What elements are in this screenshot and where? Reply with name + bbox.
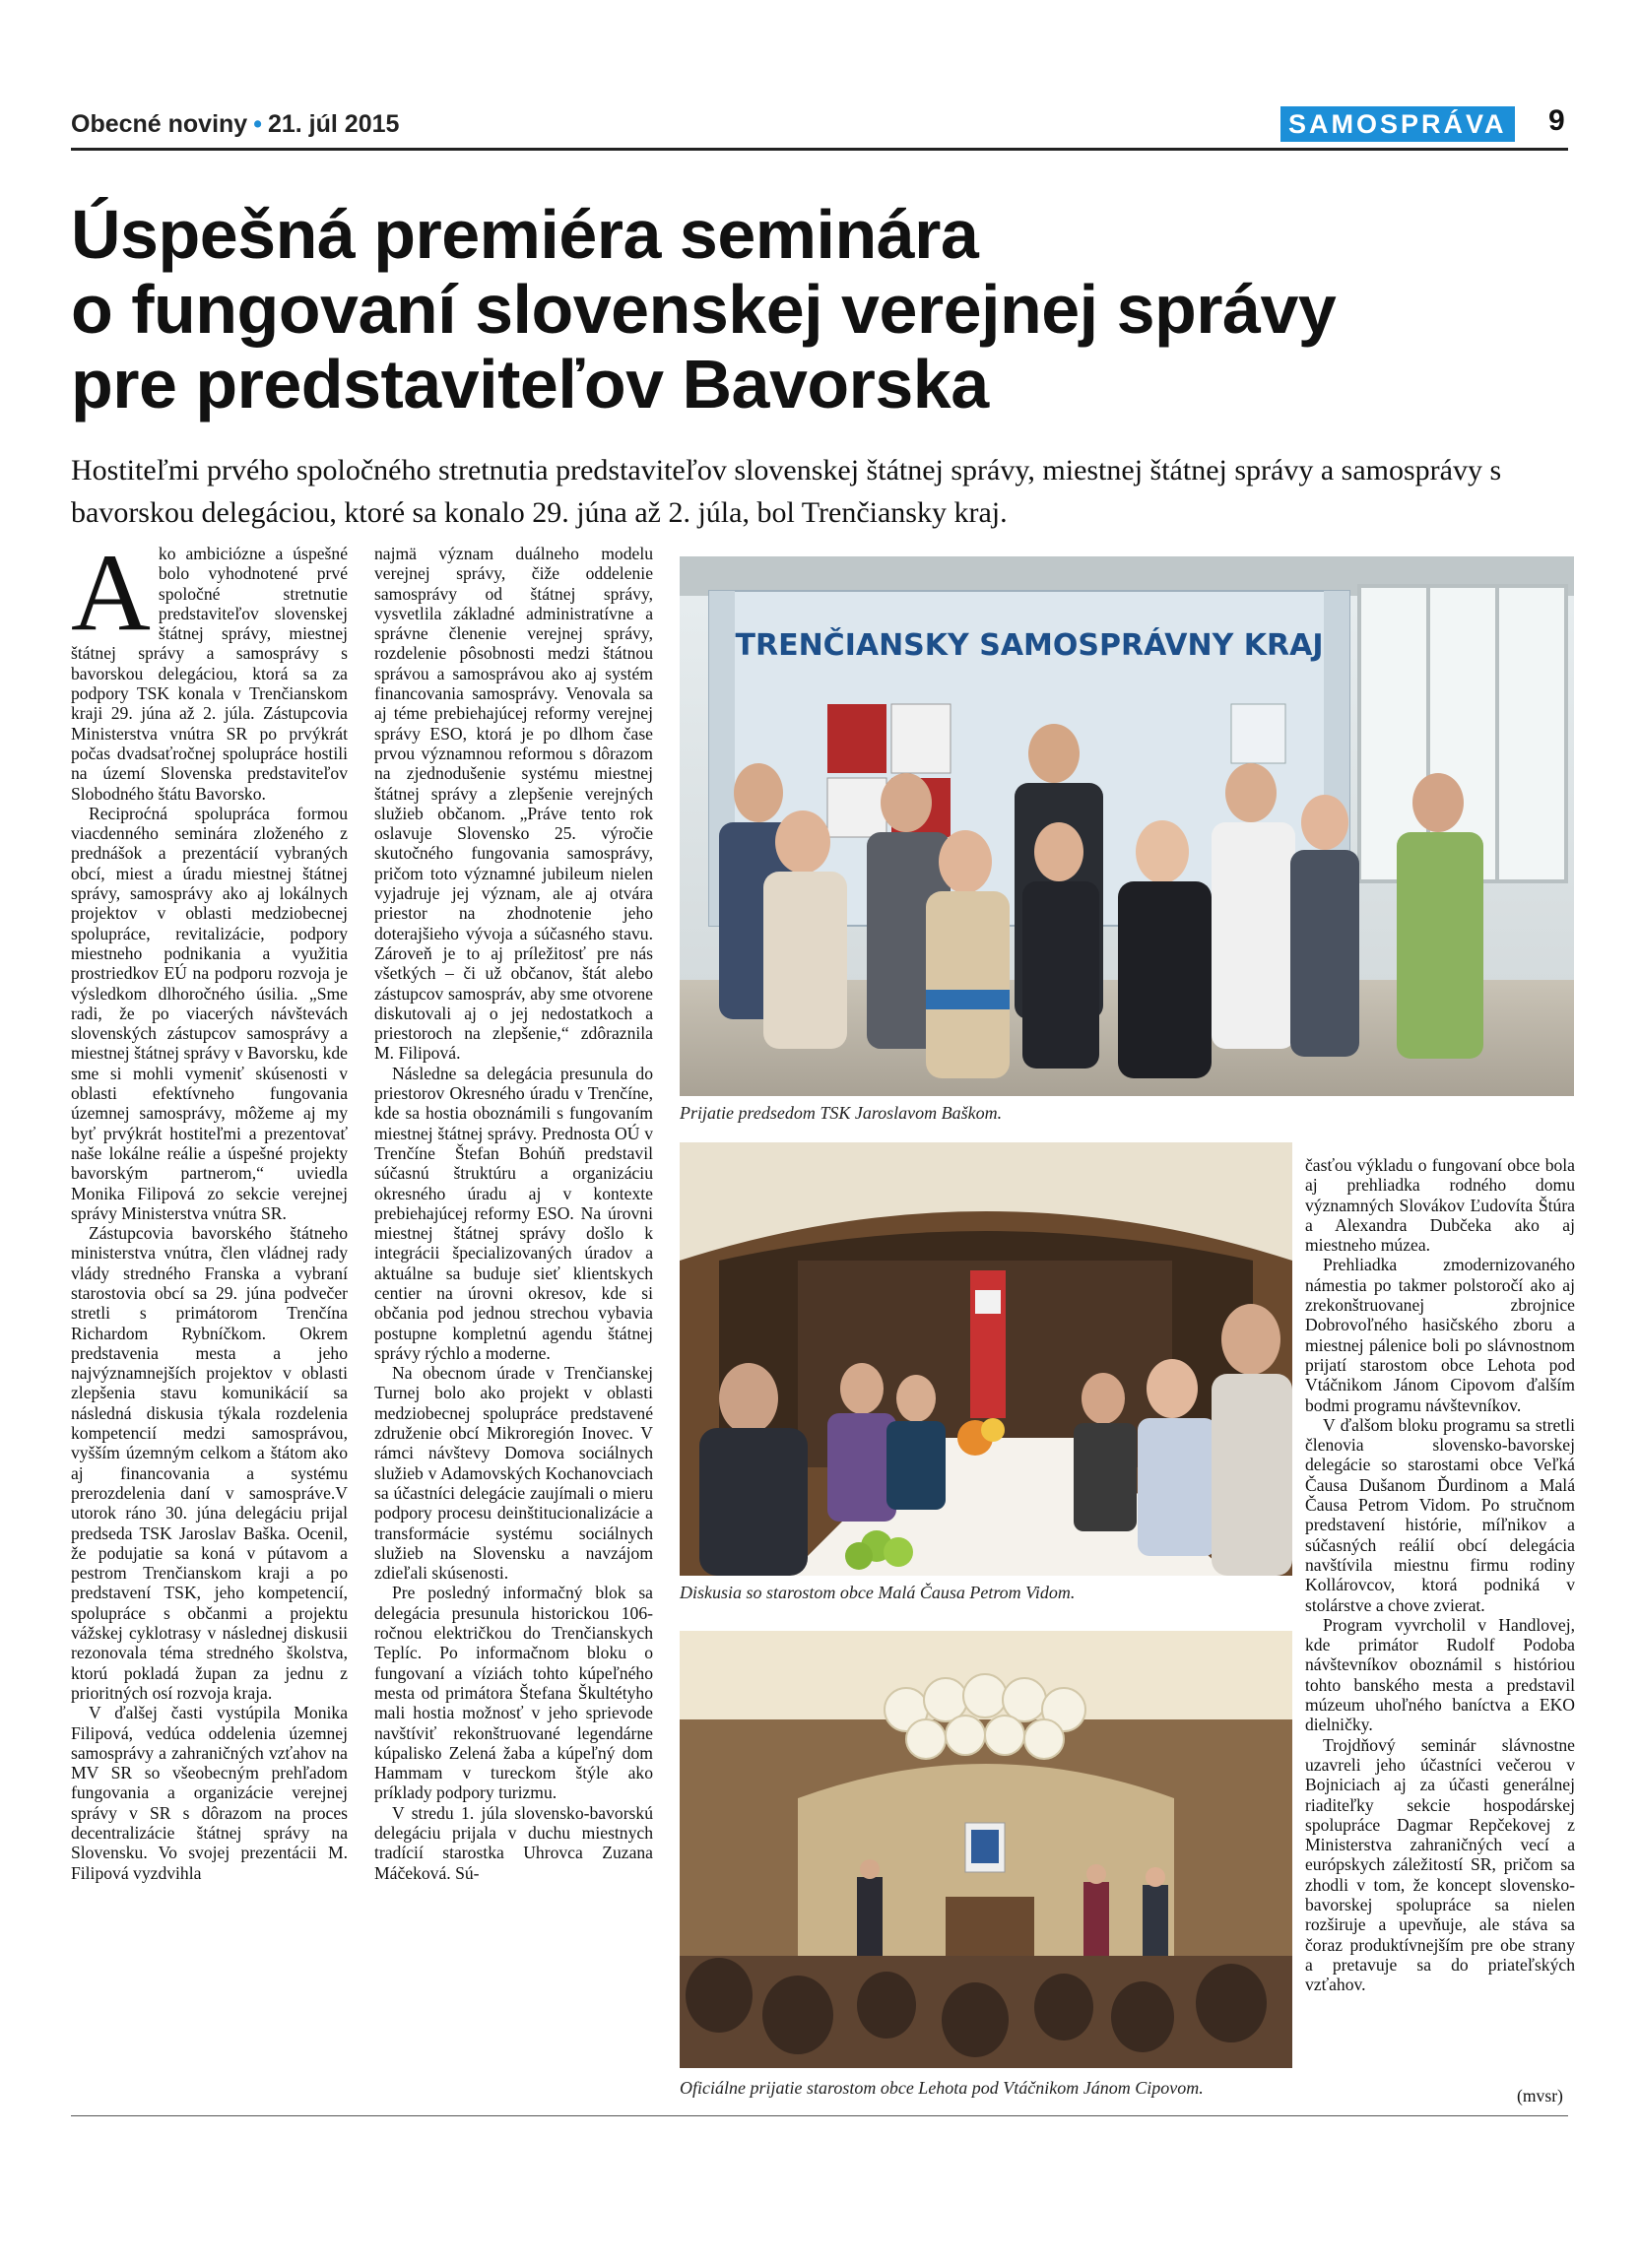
photo-discussion-table: [680, 1142, 1292, 1576]
headline-line-1: Úspešná premiéra seminára: [71, 196, 979, 273]
author-signature: (mvsr): [1517, 2086, 1563, 2106]
photo-reception-group: [680, 556, 1574, 1096]
publication-name: Obecné noviny: [71, 110, 248, 138]
paragraph: Na obecnom úrade v Trenčianskej Turnej bolo ako projekt v oblasti medziobecnej spolupráce predstavené združenie obcí Mikroregión Inovec. V rámci návštevy Domova sociálnych služieb v Adamovských Kochanovciach sa účastníci delegácie zaujímali o mieru podpory procesu deinštitucionalizácie a transformácie systému sociálnych služieb na Slovensku a navzájom zdieľali skúsenosti.: [374, 1363, 653, 1584]
paragraph: Ako ambiciózne a úspešné bolo vyhodnotené prvé spoločné stretnutie predstaviteľov slovenskej štátnej správy, miestnej štátnej správy a samosprávy s bavorskou delegáciou, ktorá sa za podpory TSK konala v Trenčianskom kraji 29. júna až 2. júla. Zástupcovia Ministerstva vnútra SR po prvýkrát počas dvadsaťročnej spolupráce hostili na území Slovenska predstaviteľov Slobodného štátu Bavorsko.: [71, 544, 348, 804]
article-headline: [71, 197, 1588, 421]
paragraph: Prehliadka zmodernizovaného námestia po takmer polstoročí ako aj zrekonštruovanej zbrojnice Dobrovoľného hasičského zboru a miestnej pálenice boli po slávnostnom prijatí starostom obce Lehota pod Vtáčnikom Jánom Cipovom ďalším bodmi programu návštevníkov.: [1305, 1255, 1575, 1415]
photo-caption-1: Prijatie predsedom TSK Jaroslavom Baškom.: [680, 1103, 1003, 1123]
issue-date: 21. júl 2015: [267, 110, 400, 138]
photo-caption-2: Diskusia so starostom obce Malá Čausa Petrom Vidom.: [680, 1583, 1076, 1602]
paragraph: Trojdňový seminár slávnostne uzavreli jeho účastníci večerou v Bojniciach aj za účasti generálnej riaditeľky sekcie hospodárskej spolupráce Dagmar Repčekovej z Ministerstva zahraničných vecí a európskych záležitostí SR, pričom sa zhodli v tom, že koncept slovensko-bavorskej spolupráce sa nielen rozširuje a upevňuje, ale stáva sa čoraz produktívnejším pre obe strany a pretavuje sa do priateľských vzťahov.: [1305, 1734, 1575, 1995]
paragraph: Reciproćná spolupráca formou viacdenného seminára zloženého z prednášok a prezentácií vybraných obcí, miest a úradu miestnej štátnej správy, samosprávy ako aj lokálnych projektov v oblasti medziobecnej spolupráce, revitalizácie, podpory miestneho podnikania a využitia prostriedkov EÚ na podporu rozvoja je výsledkom dlhoročného úsilia. „Sme radi, že po viacerých návštevách slovenských zástupcov samosprávy a miestnej štátnej správy v Bavorsku, kde sme si mohli vymeniť skúsenosti v oblasti efektívneho fungovania územnej samosprávy, môžeme aj my byť prvýkrát hostiteľmi a prezentovať naše lokálne reálie a úspešné projekty bavorským partnerom,“ uviedla Monika Filipová zo sekcie verejnej správy Ministerstva vnútra SR.: [71, 803, 348, 1223]
paragraph: V ďalšej časti vystúpila Monika Filipová, vedúca oddelenia územnej samosprávy a zahraničných vzťahov na MV SR so všeobecným prehľadom fungovania a organizácie verejnej správy v SR s dôrazom na proces decentralizácie štátnej správy na Slovensku. Vo svojej prezentácii M. Filipová vyzdvihla: [71, 1703, 348, 1883]
article-column-2: [374, 544, 653, 2100]
headline-line-3: pre predstaviteľov Bavorska: [71, 346, 989, 422]
paragraph: časťou výkladu o fungovaní obce bola aj prehliadka rodného domu významných Slovákov Ľudovíta Štúra a Alexandra Dubčeka ako aj miestneho múzea.: [1305, 1155, 1575, 1256]
paragraph: V ďalšom bloku programu sa stretli členovia slovensko-bavorskej delegácie so starostami obce Veľká Čausa Dušanom Ďurdinom a Malá Čausa Petrom Vidom. Po stručnom predstavení histórie, míľnikov a súčasných reálií obcí delegácia navštívila miestnu firmu rodiny Kollárovcov, ktorá podniká v stolárstve a chove zvierat.: [1305, 1414, 1575, 1615]
headline-line-2: o fungovaní slovenskej verejnej správy: [71, 271, 1337, 348]
photo-caption-3: Oficiálne prijatie starostom obce Lehota pod Vtáčnikom Jánom Cipovom.: [680, 2078, 1204, 2098]
paragraph: Program vyvrcholil v Handlovej, kde primátor Rudolf Podoba návštevníkov oboznámil s históriou tohto banského mesta a predstavil múzeum uhoľného baníctva a EKO dielničky.: [1305, 1614, 1575, 1735]
photo-official-reception: [680, 1631, 1292, 2068]
paragraph: V stredu 1. júla slovensko-bavorskú delegáciu prijala v duchu miestnych tradícií starostka Uhrovca Zuzana Máčeková. Sú-: [374, 1802, 653, 1883]
paragraph: Následne sa delegácia presunula do priestorov Okresného úradu v Trenčíne, kde sa hostia oboznámili s fungovaním miestnej štátnej správy. Prednosta OÚ v Trenčíne Štefan Bohúň predstavil súčasnú štruktúru a organizáciu okresného úradu aj v kontexte prebiehajúcej reformy ESO. Na úrovni miestnej štátnej správy došlo k integrácii špecializovaných úradov a aktuálne sa buduje sieť klientskych centier na úrovni okresov, kde si občania pod jednou strechou vybavia postupne kompletnú agendu štátnej správy rýchlo a moderne.: [374, 1063, 653, 1363]
section-badge: SAMOSPRÁVA: [1280, 106, 1515, 142]
article-column-1: [71, 544, 348, 2100]
article-lead: Hostiteľmi prvého spoločného stretnutia predstaviteľov slovenskej štátnej správy, miestnej štátnej správy a samosprávy s bavorskou delegáciou, ktoré sa konalo 29. júna až 2. júla, bol Trenčiansky kraj.: [71, 454, 1502, 529]
header-divider: [71, 148, 1568, 151]
drop-cap: A: [71, 544, 151, 654]
paragraph: Pre posledný informačný blok sa delegácia presunula historickou 106-ročnou električkou do Trenčianskych Teplíc. Po informačnom bloku o fungovaní a víziách tohto kúpeľného mesta od primátora Štefana Škultétyho mali hostia možnosť v jeho sprievode navštíviť rekonštruované legendárne kúpalisko Zelená žaba a kúpeľný dom Hammam v tureckom štýle ako príklady podpory turizmu.: [374, 1583, 653, 1803]
article-column-3: [1305, 1155, 1575, 2061]
paragraph: najmä význam duálneho modelu verejnej správy, čiže oddelenie samosprávy od štátnej správy, vysvetlila základné administratívne a správne členenie verejnej správy, rozdelenie pôsobnosti medzi štátnou správou a samosprávou ako aj systém financovania samosprávy. Venovala sa aj téme prebiehajúcej reformy verejnej správy ESO, ktorá je po dlhom čase prvou významnou reformou s dôrazom na zjednodušenie systému miestnej štátnej správy a zlepšenie verejných služieb občanom. „Práve tento rok oslavuje Slovensko 25. výročie skutočného fungovania samosprávy, pričom toto významné jubileum nielen vyjadruje jej význam, ale aj otvára priestor na zhodnotenie jeho doterajšieho vývoja a súčasného stavu. Zároveň je to aj príležitosť pre nás všetkých – či už občanov, štát alebo zástupcov samospráv, aby sme otvorene diskutovali aj o jej nedostatkoch a priestoroch na zlepšenie,“ zdôraznila M. Filipová.: [374, 544, 653, 1064]
bullet-separator: •: [253, 110, 262, 138]
banner-text: TRENČIANSKY SAMOSPRÁVNY KRAJ: [735, 628, 1324, 663]
page-number: 9: [1548, 104, 1565, 137]
paragraph: Zástupcovia bavorského štátneho ministerstva vnútra, člen vládnej rady vlády stredného Franska a vybraní starostovia obcí sa 29. júna podvečer stretli s primátorom Trenčína Richardom Rybníčkom. Okrem predstavenia mesta a jeho najvýznamnejších projektov v oblasti zlepšenia stavu komunikácií sa následná diskusia týkala rozdelenia kompetencií medzi samosprávou, vyšším územným celkom a štátom ako aj financovania a systému prerozdelenia daní v samospráve.V utorok ráno 30. júna delegáciu prijal predseda TSK Jaroslav Baška. Ocenil, že podujatie sa koná v pútavom a pestrom Trenčianskom kraji a po predstavení TSK, jeho kompetencií, spolupráce s občanmi a projektu vážskej cyklotrasy v následnej diskusii rezonovala téma stredného školstva, ktorú pokladá župan za jednu z prioritných osí rozvoja kraja.: [71, 1223, 348, 1703]
footer-divider: [71, 2115, 1568, 2116]
masthead: [71, 110, 399, 139]
